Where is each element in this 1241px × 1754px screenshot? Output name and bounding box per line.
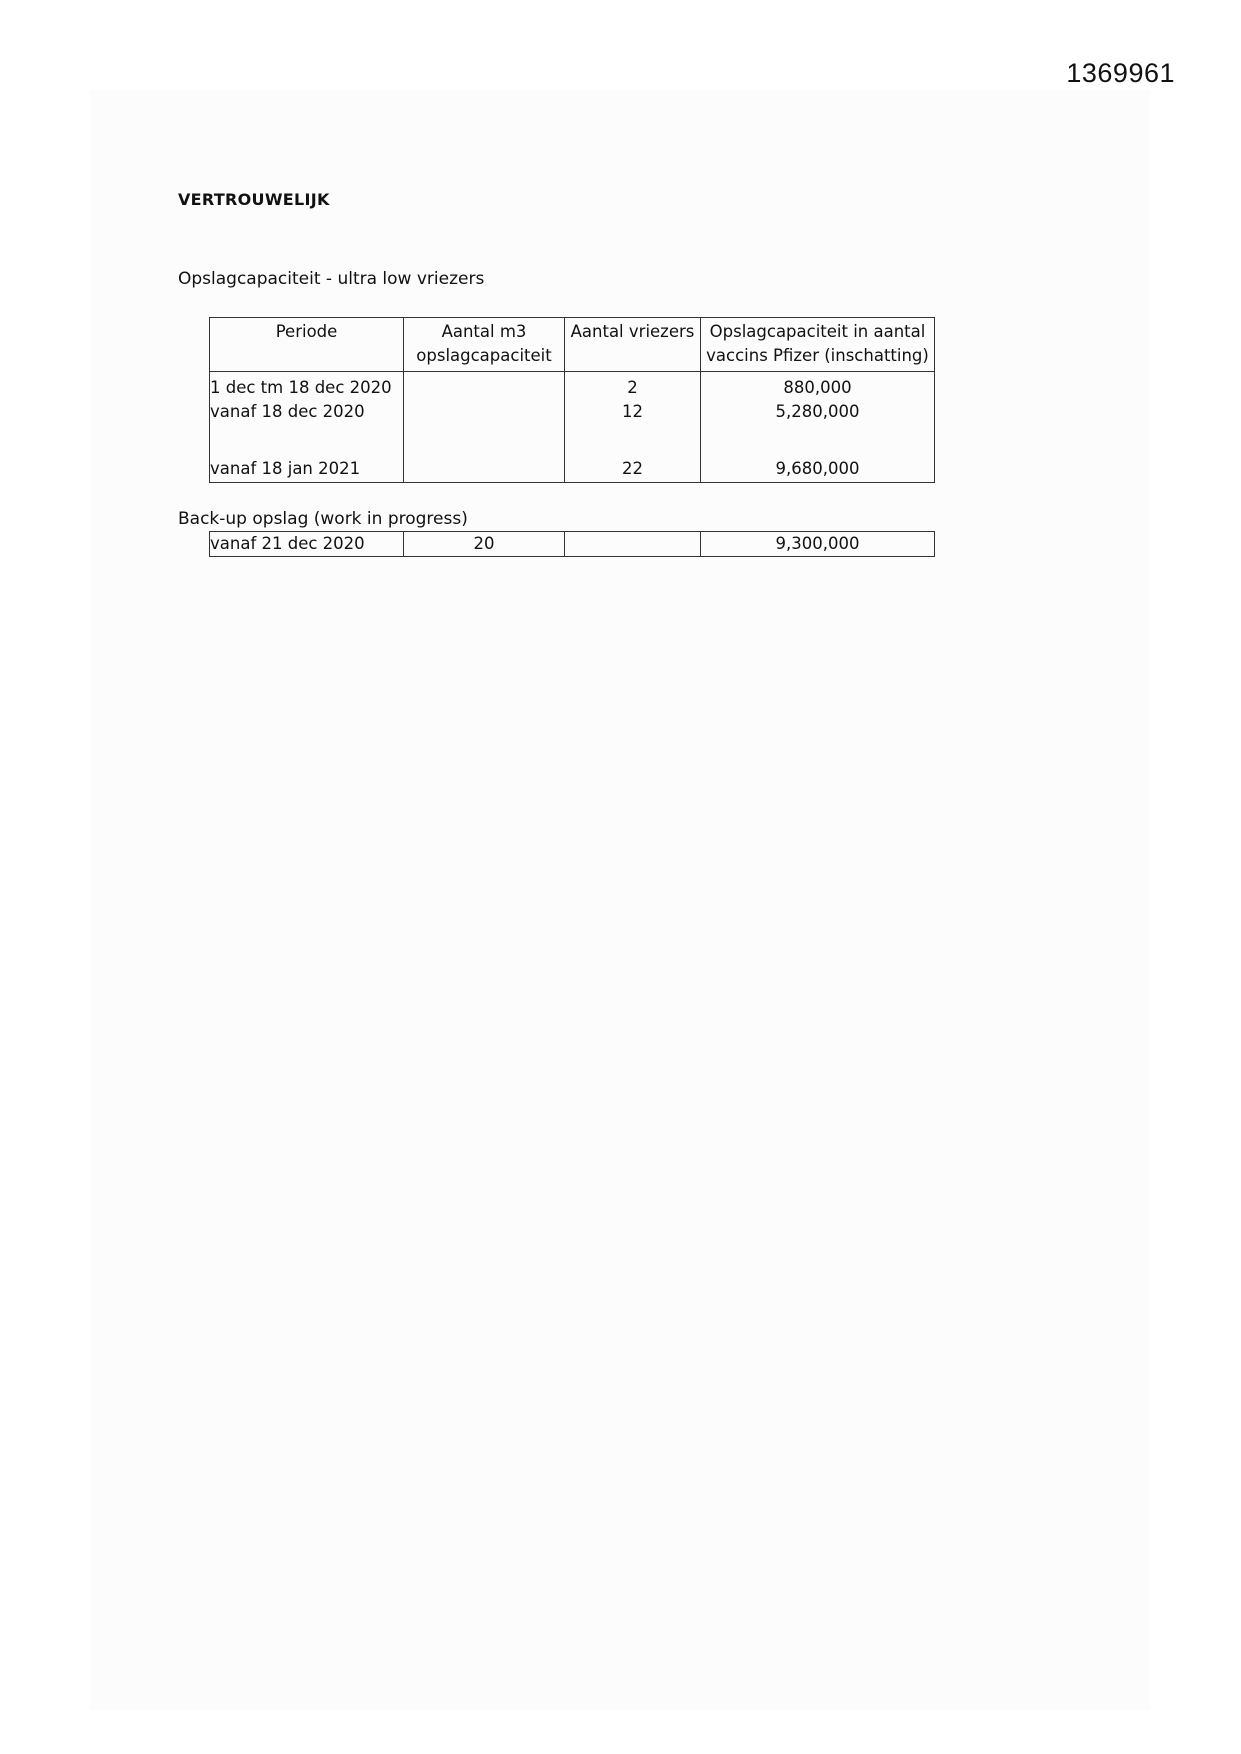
classification-label: VERTROUWELIJK [178, 190, 330, 209]
m3-value: 20 [404, 532, 565, 557]
m3-value [404, 400, 564, 424]
header-periode-text: Periode [275, 322, 338, 341]
backup-table-title: Back-up opslag (work in progress) [178, 509, 468, 529]
header-m3-line1: Aantal m3 [441, 322, 527, 341]
capacity-value: 9,300,000 [701, 532, 935, 557]
document-number: 1369961 [1066, 58, 1175, 88]
table-row [210, 532, 935, 557]
storage-capacity-table [209, 317, 935, 483]
vriezers-value [565, 532, 701, 557]
storage-table-title: Opslagcapaciteit - ultra low vriezers [178, 269, 485, 289]
capacity-value: 880,000 [783, 378, 852, 397]
header-capacity-line2: vaccins Pfizer (inschatting) [706, 346, 929, 365]
periode-value: vanaf 21 dec 2020 [210, 532, 404, 557]
m3-value [404, 376, 564, 400]
vriezers-value: 2 [627, 378, 638, 397]
periode-cell [210, 372, 404, 483]
backup-storage-table [209, 531, 935, 557]
periode-value: 1 dec tm 18 dec 2020 [210, 378, 392, 397]
periode-value: vanaf 18 jan 2021 [210, 459, 361, 478]
capacity-value: 5,280,000 [775, 402, 860, 421]
header-vriezers-text: Aantal vriezers [570, 322, 695, 341]
table-row [210, 372, 935, 483]
header-capacity [701, 318, 935, 372]
capacity-cell [701, 372, 935, 483]
capacity-value: 9,680,000 [775, 459, 860, 478]
m3-cell [404, 372, 565, 483]
header-m3 [404, 318, 565, 372]
periode-value: vanaf 18 dec 2020 [210, 402, 365, 421]
vriezers-cell [565, 372, 701, 483]
header-periode [210, 318, 404, 372]
header-m3-line2: opslagcapaciteit [416, 346, 552, 365]
vriezers-value: 22 [622, 459, 643, 478]
header-vriezers [565, 318, 701, 372]
m3-value [404, 457, 564, 481]
header-capacity-line1: Opslagcapaciteit in aantal [709, 322, 926, 341]
vriezers-value: 12 [622, 402, 643, 421]
table-header-row [210, 318, 935, 372]
